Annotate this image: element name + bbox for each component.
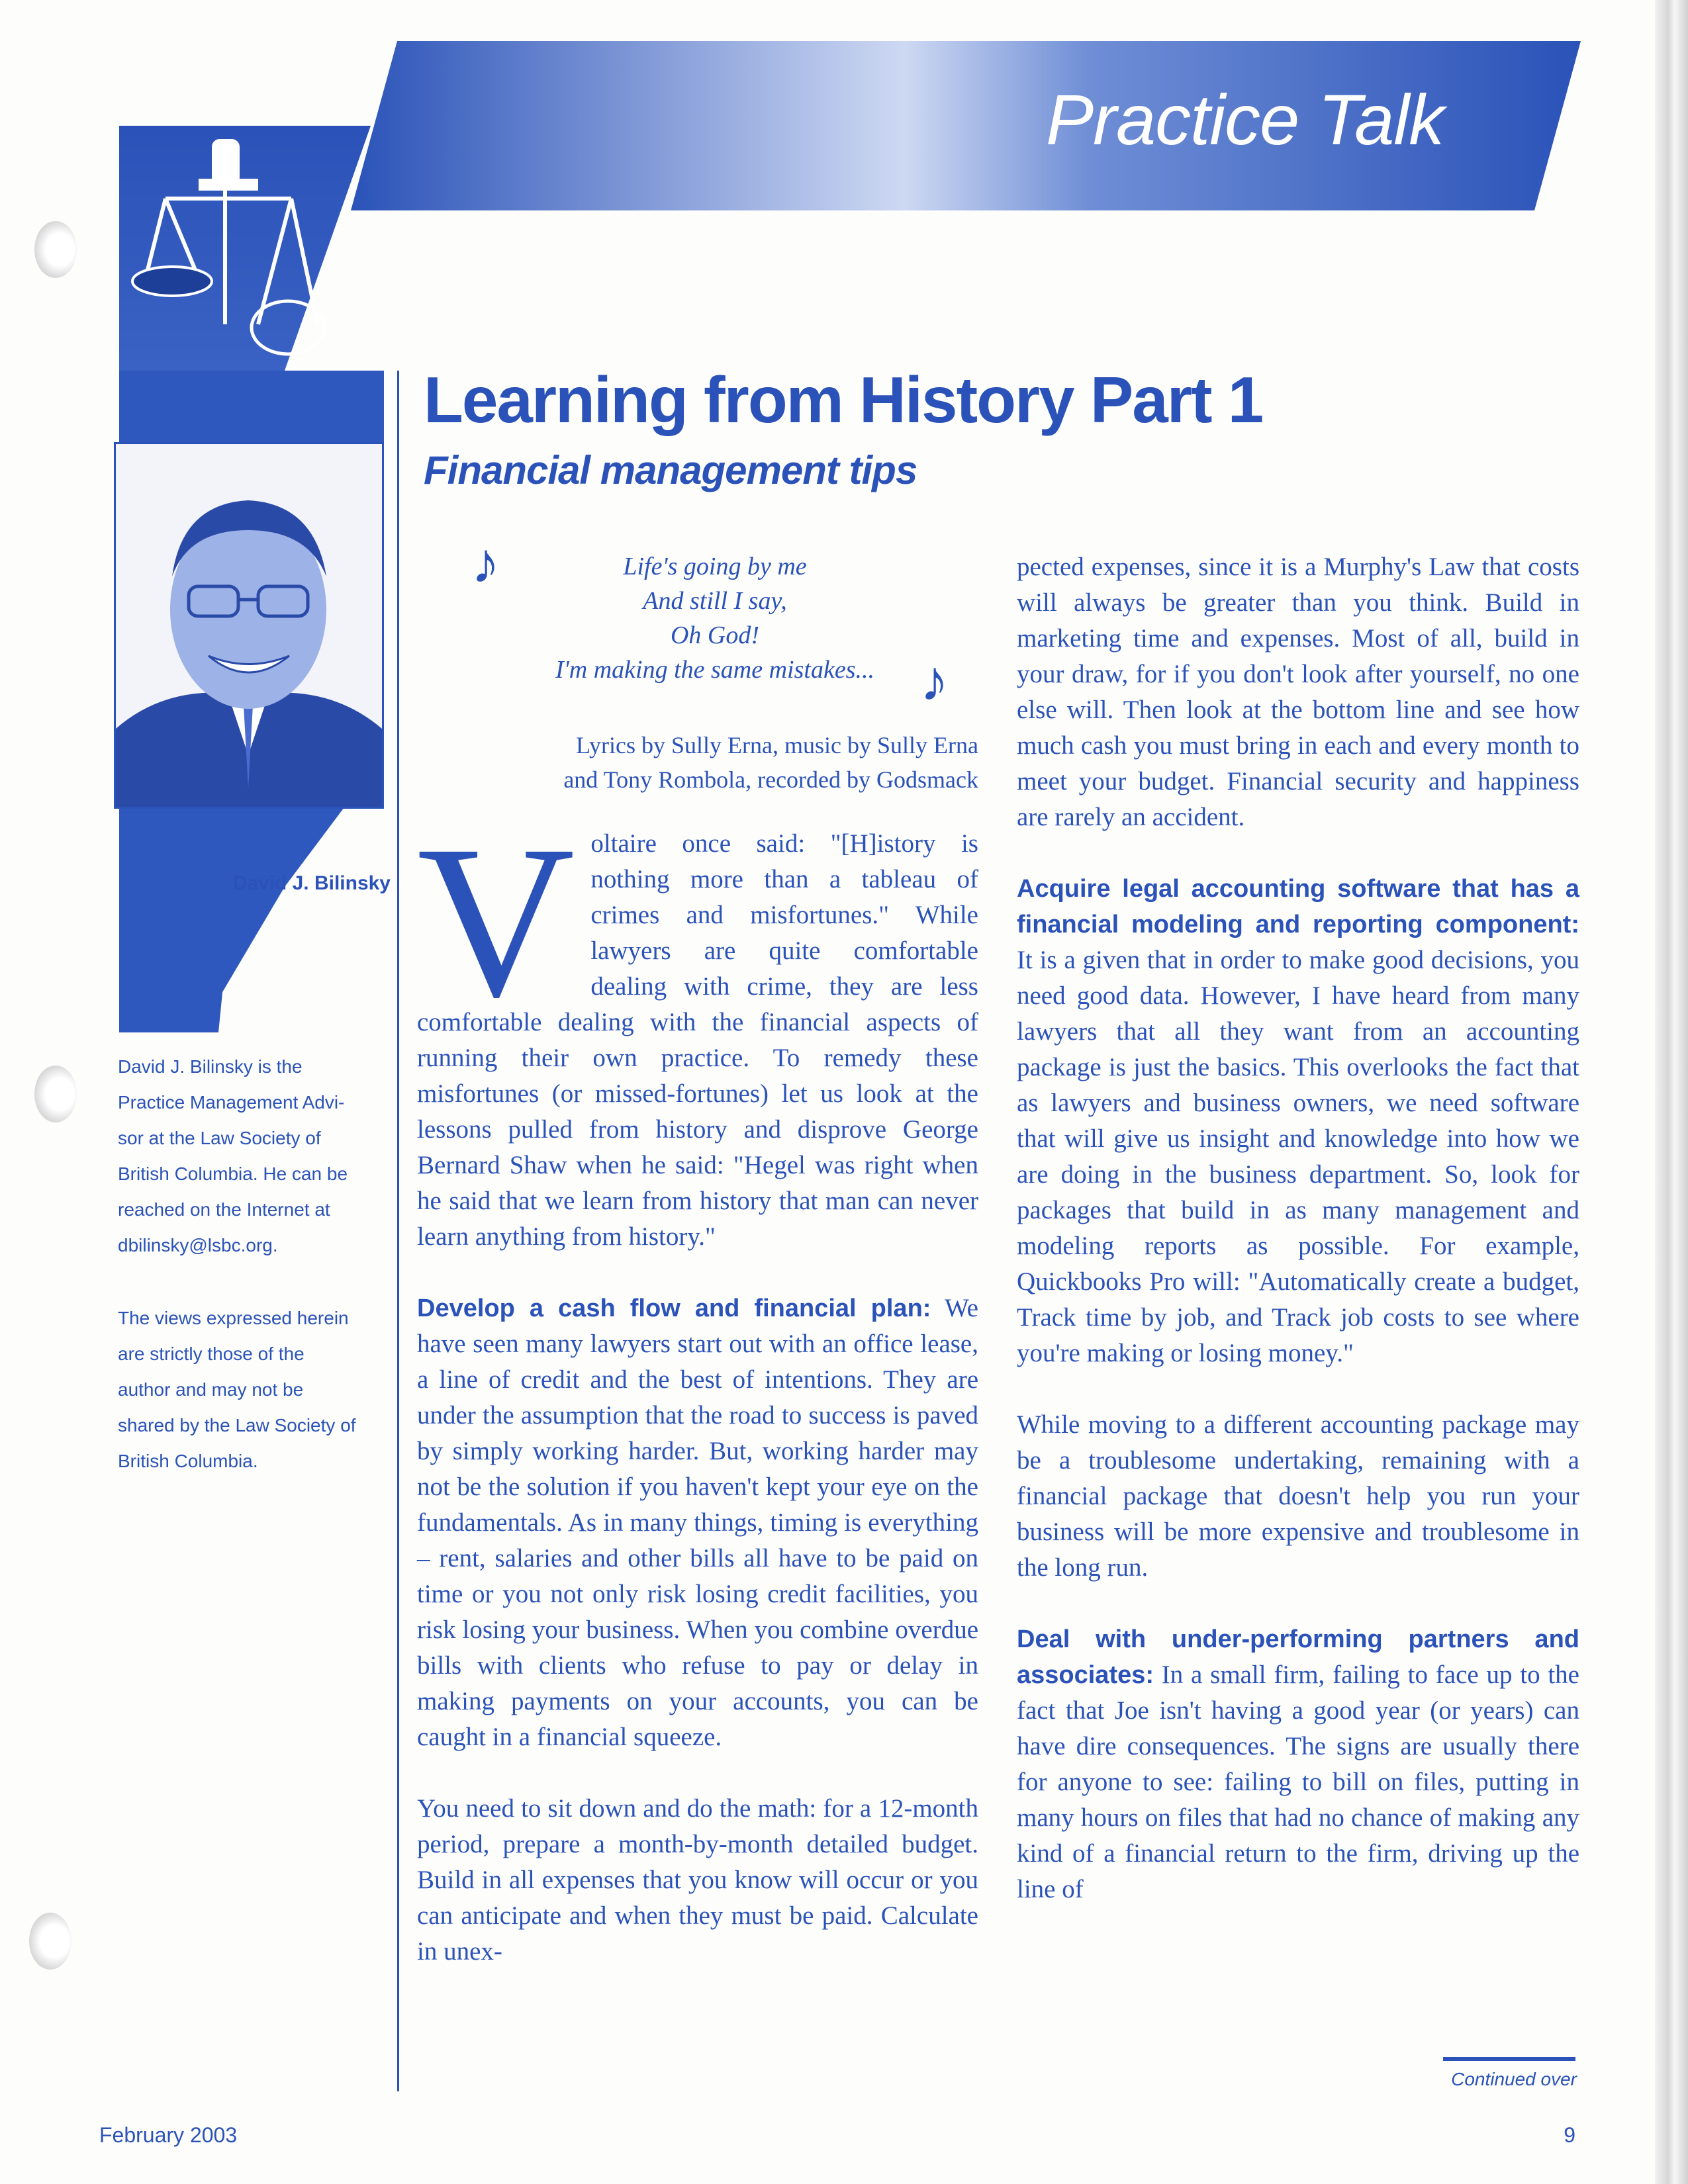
epigraph-line: Oh God! — [670, 621, 760, 649]
binder-hole — [29, 1913, 71, 1970]
section3-paragraph — [1017, 1621, 1579, 1907]
section2-paragraph — [1017, 871, 1579, 1371]
article-title: Learning from History Part 1 — [424, 363, 1263, 436]
music-note-icon: ♪ — [471, 531, 500, 595]
page-number: 9 — [1564, 2123, 1575, 2147]
body-column-left — [417, 801, 978, 1970]
bio-line: sor at the Law Society of — [118, 1128, 321, 1148]
binder-hole — [34, 221, 77, 278]
body-column-right — [1017, 549, 1579, 1907]
continued-rule — [1443, 2057, 1575, 2061]
epigraph-credit — [463, 728, 978, 797]
section-heading: Develop a cash flow and financial plan: — [417, 1295, 931, 1322]
disclaimer-line: British Columbia. — [118, 1451, 258, 1471]
bio-line: British Columbia. He can be — [118, 1163, 348, 1184]
intro-paragraph — [417, 801, 978, 1255]
credit-line: Lyrics by Sully Erna, music by Sully Erna — [576, 732, 978, 758]
section-heading: Deal with under-performing partners and associates: — [1017, 1625, 1579, 1689]
bio-line: reached on the Internet at — [118, 1199, 330, 1220]
epigraph-line: I'm making the same mistakes... — [555, 656, 874, 684]
binder-hole — [34, 1066, 77, 1122]
credit-line: and Tony Rombola, recorded by Godsmack — [563, 766, 978, 793]
disclaimer-line: The views expressed herein — [118, 1308, 349, 1328]
continued-over: Continued over — [1451, 2069, 1577, 2089]
disclaimer-line: author and may not be — [118, 1379, 304, 1400]
bio-line: David J. Bilinsky is the — [118, 1056, 303, 1077]
section-heading: Acquire legal accounting software that has a financial modeling and reporting component: — [1017, 875, 1579, 938]
author-photo — [114, 442, 384, 809]
section-title: Practice Talk — [1046, 79, 1444, 159]
disclaimer-line: shared by the Law Society of — [118, 1415, 356, 1435]
section1-paragraph — [417, 1291, 978, 1755]
section-text: It is a given that in order to make good decisions, you need good data. However, I have heard from many lawyers that all they want from an accounting package is just the basics. This overlooks the fact that as lawyers and business owners, we need software that will give us insight and knowledge into how we are doing in the business department. So, look for packages that build in as many management and modeling reports as possible. For example, Quickbooks Pro will: "Automatically create a budget, Track time by job, and Track job costs to see where you're making or losing money." — [1017, 946, 1579, 1367]
page-edge — [1655, 0, 1688, 2184]
article-subtitle: Financial management tips — [424, 448, 917, 492]
scales-of-justice-icon — [126, 126, 351, 371]
section1-paragraph-2-continued: pected expenses, since it is a Murphy's Law that costs will always be greater than you think. Build in marketing time and expenses. Most of all, build in your draw, for if you don't look after yourself, no one else will. Then look at the bottom line and see how much cash you must bring in each and every month to meet your budget. Financial security and happiness are rarely an accident. — [1017, 553, 1579, 831]
music-note-icon: ♪ — [920, 649, 949, 713]
section-text: We have seen many lawyers start out with an office lease, a line of credit and the best of intentions. They are under the assumption that the road to success is paved by simply working harder. But, working harder may not be the solution if you haven't kept your eye on the fundamentals. As in many things, timing is everything – rent, salaries and other bills all have to be paid on time or you not only risk losing credit facilities, you risk losing your business. When you combine overdue bills with clients who refuse to pay or delay in making payments on your accounts, you can be caught in a financial squeeze. — [417, 1294, 978, 1751]
epigraph — [477, 549, 953, 687]
column-divider — [397, 371, 399, 2091]
author-name: David J. Bilinsky — [232, 872, 391, 894]
disclaimer — [118, 1300, 383, 1479]
bio-line: Practice Management Advi- — [118, 1092, 345, 1113]
section-text: In a small firm, failing to face up to the fact that Joe isn't having a good year (or years) can have dire consequences. The signs are usually there for anyone to see: failing to bill on files, putting in many hours on files that had no chance of making any kind of a financial return to the firm, driving up the line of — [1017, 1661, 1579, 1903]
bio-line: dbilinsky@lsbc.org. — [118, 1235, 278, 1255]
section1-paragraph-2: You need to sit down and do the math: for a 12-month period, prepare a month-by-month detailed budget. Build in all expenses that you know will occur or you can anticipate and when they must be paid. Calculate in unex- — [417, 1794, 978, 1966]
drop-cap: V — [417, 801, 575, 1042]
issue-date: February 2003 — [99, 2123, 238, 2147]
disclaimer-line: are strictly those of the — [118, 1343, 305, 1364]
section2-paragraph-2: While moving to a different accounting package may be a troublesome undertaking, remaining with a financial package that doesn't help you run your business will be more expensive and troublesome in the long run. — [1017, 1410, 1579, 1582]
epigraph-line: And still I say, — [643, 587, 787, 615]
author-bio — [118, 1049, 383, 1263]
epigraph-line: Life's going by me — [623, 553, 807, 580]
intro-text: oltaire once said: "[H]istory is nothing more than a tableau of crimes and misfortunes." While lawyers are quite comfortable dealing with crime, they are less comfortable dealing with the financial aspects of running their own practice. To remedy these misfortunes (or missed-fortunes) let us look at the lessons pulled from history and disprove George Bernard Shaw when he said: "Hegel was right when he said that we learn from history that man can never learn anything from history." — [417, 829, 978, 1251]
